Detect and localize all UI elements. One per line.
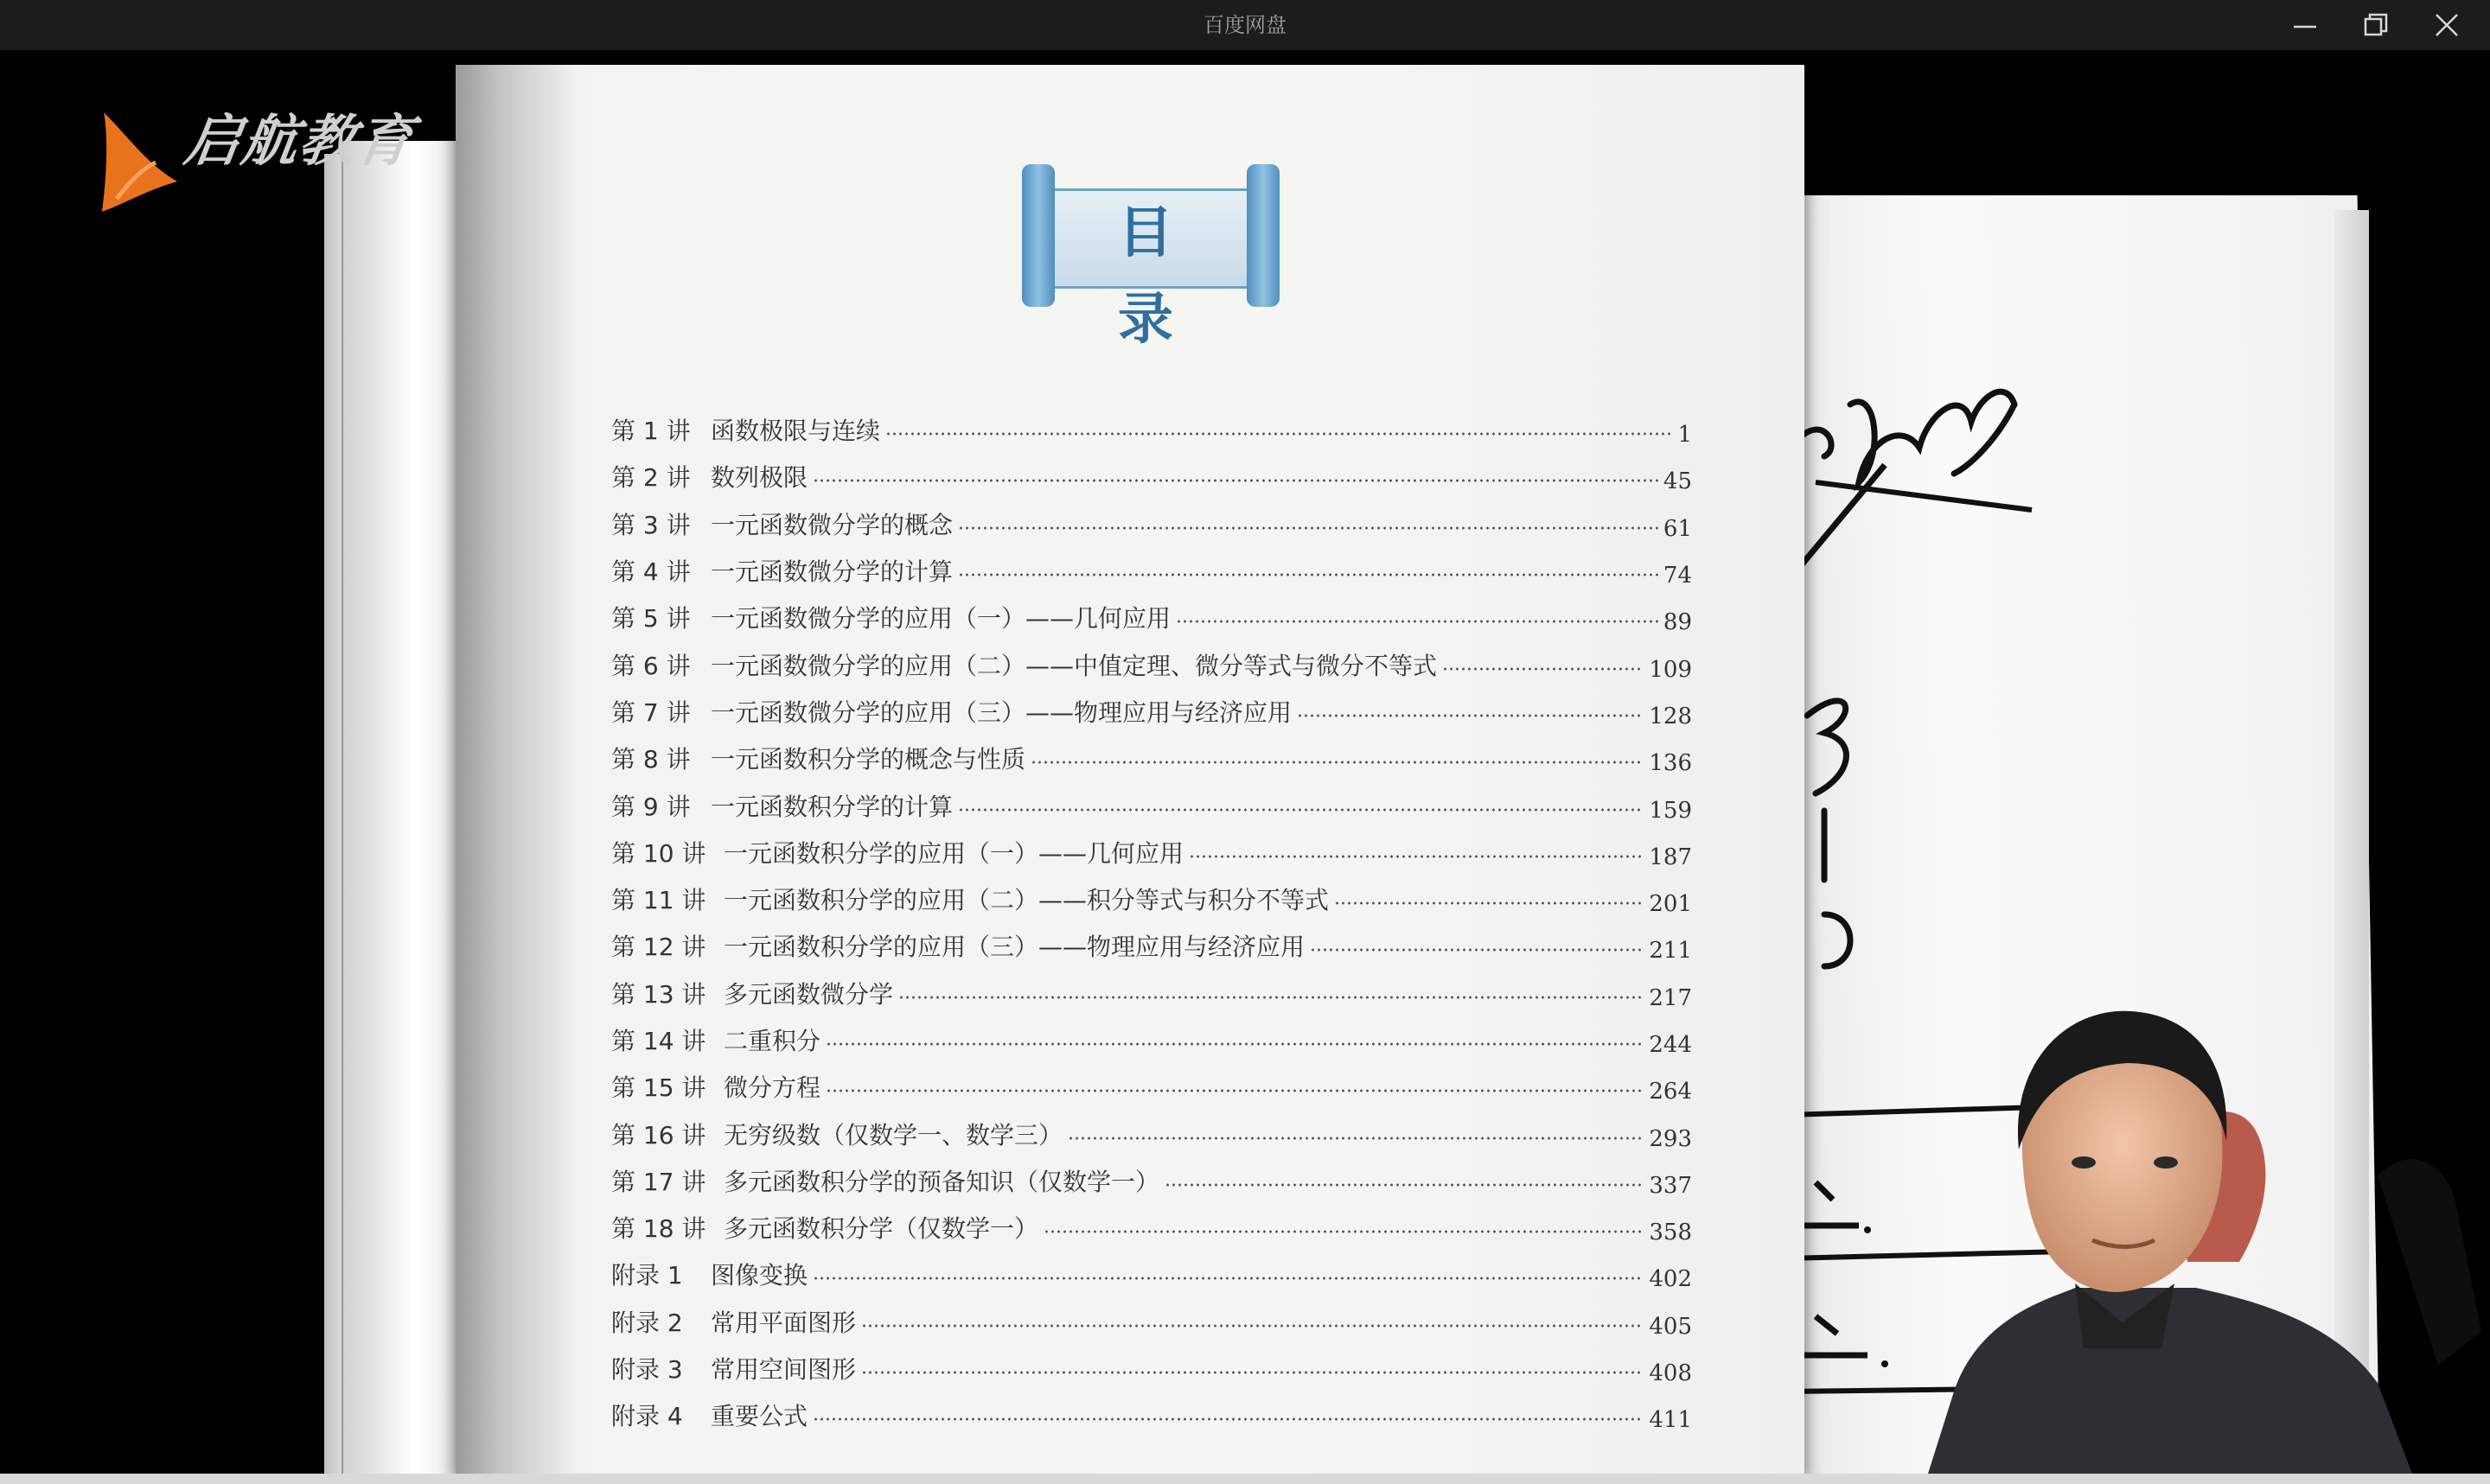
minimize-button[interactable] <box>2270 0 2340 50</box>
minimize-icon <box>2292 12 2318 38</box>
toc-entry-title: 重要公式 <box>711 1402 808 1431</box>
toc-entry-number: 附录 2 <box>611 1308 683 1337</box>
toc-entry-title: 一元函数积分学的概念与性质 <box>711 745 1026 774</box>
toc-entry-page: 217 <box>1649 984 1692 1011</box>
toc-entry <box>611 781 1692 828</box>
toc-entry-page: 136 <box>1649 750 1692 777</box>
toc-entry-page: 187 <box>1649 844 1692 870</box>
toc-entry <box>611 1063 1692 1110</box>
toc-entry-page: 264 <box>1649 1079 1692 1105</box>
scroll-rod-right <box>1247 164 1280 307</box>
window-title: 百度网盘 <box>1204 13 1286 37</box>
toc-entry-number: 第 10 讲 <box>611 838 706 868</box>
toc-entry-number: 第 18 讲 <box>611 1214 706 1244</box>
toc-entry-title: 多元函数微分学 <box>724 979 894 1009</box>
toc-leader-dots <box>958 808 1644 812</box>
toc-leader-dots <box>1176 620 1658 623</box>
toc-entry-page: 159 <box>1649 797 1692 824</box>
toc-entry-title: 一元函数微分学的计算 <box>711 557 954 587</box>
toc-leader-dots <box>1165 1183 1644 1187</box>
toc-leader-dots <box>958 526 1658 530</box>
toc-entry-page: 211 <box>1649 938 1692 965</box>
toc-entry-title: 一元函数微分学的应用（二）——中值定理、微分等式与微分不等式 <box>711 651 1438 680</box>
toc-leader-dots <box>813 479 1658 482</box>
toc-entry <box>611 453 1692 500</box>
toc-entry-title: 一元函数积分学的应用（三）——物理应用与经济应用 <box>724 933 1306 962</box>
toc-entry <box>611 876 1692 922</box>
toc-leader-dots <box>1297 714 1644 717</box>
toc-entry-number: 第 3 讲 <box>611 510 691 539</box>
table-of-contents <box>611 406 1692 1439</box>
toc-leader-dots <box>826 1089 1644 1092</box>
toc-entry-number: 第 17 讲 <box>611 1167 706 1196</box>
sail-logo-icon <box>95 61 190 216</box>
toc-entry-title: 数列极限 <box>711 463 808 493</box>
bottom-status-bar <box>0 1474 2490 1484</box>
toc-entry <box>611 406 1692 453</box>
toc-entry <box>611 640 1692 687</box>
restore-icon <box>2363 12 2389 38</box>
toc-leader-dots <box>1310 948 1644 952</box>
toc-leader-dots <box>885 432 1672 436</box>
toc-entry <box>611 922 1692 969</box>
toc-leader-dots <box>1334 901 1644 905</box>
toc-entry-page: 293 <box>1649 1125 1692 1152</box>
toc-entry-title: 多元函数积分学的预备知识（仅数学一） <box>724 1167 1160 1196</box>
toc-entry-number: 附录 1 <box>611 1261 683 1290</box>
toc-entry <box>611 1298 1692 1345</box>
toc-entry-title: 无穷级数（仅数学一、数学三） <box>724 1120 1063 1150</box>
toc-entry-number: 第 11 讲 <box>611 886 706 915</box>
toc-entry-number: 第 14 讲 <box>611 1027 706 1055</box>
toc-leader-dots <box>813 1277 1644 1280</box>
toc-leader-dots <box>813 1417 1644 1421</box>
toc-entry-title: 一元函数微分学的应用（一）——几何应用 <box>711 604 1172 634</box>
toc-entry-title: 常用空间图形 <box>711 1355 857 1385</box>
maximize-button[interactable] <box>2341 0 2410 50</box>
toc-leader-dots <box>1044 1230 1644 1233</box>
handwriting-marks <box>1790 309 2066 1001</box>
toc-entry <box>611 1251 1692 1297</box>
presenter-video <box>1928 1003 2490 1474</box>
toc-entry-title: 二重积分 <box>724 1027 821 1055</box>
toc-entry-page: 89 <box>1663 609 1692 636</box>
toc-entry-number: 第 8 讲 <box>611 745 691 774</box>
toc-entry-page: 201 <box>1649 891 1692 918</box>
toc-entry-title: 图像变换 <box>711 1261 808 1290</box>
toc-entry-title: 一元函数积分学的应用（一）——几何应用 <box>724 838 1184 868</box>
toc-leader-dots <box>861 1371 1644 1374</box>
toc-leader-dots <box>1068 1137 1644 1140</box>
toc-entry-page: 109 <box>1649 656 1692 683</box>
toc-leader-dots <box>861 1324 1644 1328</box>
toc-leader-dots <box>898 996 1644 999</box>
toc-leader-dots <box>1189 855 1644 858</box>
toc-heading: 目 录 <box>1118 201 1199 352</box>
toc-entry-title: 一元函数微分学的概念 <box>711 510 954 539</box>
toc-entry-page: 1 <box>1677 422 1692 449</box>
close-button[interactable] <box>2412 0 2481 50</box>
toc-entry <box>611 547 1692 594</box>
toc-entry-title: 多元函数积分学（仅数学一） <box>724 1214 1039 1244</box>
toc-entry <box>611 1016 1692 1063</box>
toc-entry-title: 一元函数积分学的应用（二）——积分等式与积分不等式 <box>724 886 1330 915</box>
close-icon <box>2434 12 2460 38</box>
toc-entry-page: 337 <box>1649 1172 1692 1199</box>
toc-leader-dots <box>1442 667 1644 671</box>
toc-entry-number: 第 9 讲 <box>611 792 691 821</box>
toc-header-scroll <box>1020 164 1288 352</box>
toc-entry-page: 358 <box>1649 1220 1692 1246</box>
toc-entry <box>611 1157 1692 1204</box>
toc-entry-number: 第 13 讲 <box>611 979 706 1009</box>
toc-leader-dots <box>1031 761 1644 764</box>
scroll-rod-left <box>1022 164 1055 307</box>
toc-entry-number: 附录 3 <box>611 1355 683 1385</box>
toc-entry-number: 第 4 讲 <box>611 557 691 587</box>
toc-entry-page: 405 <box>1649 1313 1692 1340</box>
window-titlebar <box>0 0 2490 50</box>
toc-entry-page: 74 <box>1663 563 1692 589</box>
brand-name: 启航教育 <box>180 110 418 174</box>
toc-entry <box>611 970 1692 1016</box>
toc-entry <box>611 594 1692 640</box>
toc-entry-number: 第 1 讲 <box>611 417 691 446</box>
toc-entry-number: 第 2 讲 <box>611 463 691 493</box>
toc-entry <box>611 829 1692 876</box>
toc-entry-title: 函数极限与连续 <box>711 417 881 446</box>
toc-entry-title: 微分方程 <box>724 1073 821 1103</box>
toc-entry-page: 61 <box>1663 515 1692 542</box>
toc-entry <box>611 1345 1692 1392</box>
toc-entry-number: 第 16 讲 <box>611 1120 706 1150</box>
toc-entry-page: 128 <box>1649 703 1692 729</box>
toc-leader-dots <box>958 573 1658 576</box>
toc-entry-number: 第 7 讲 <box>611 697 691 727</box>
toc-entry-page: 408 <box>1649 1360 1692 1387</box>
toc-entry <box>611 735 1692 781</box>
toc-leader-dots <box>826 1042 1644 1046</box>
toc-entry-page: 45 <box>1663 468 1692 495</box>
toc-entry <box>611 688 1692 735</box>
toc-entry-title: 一元函数微分学的应用（三）——物理应用与经济应用 <box>711 697 1293 727</box>
toc-entry <box>611 500 1692 547</box>
toc-entry-number: 附录 4 <box>611 1402 683 1431</box>
toc-entry-title: 一元函数积分学的计算 <box>711 792 954 821</box>
toc-entry-number: 第 15 讲 <box>611 1073 706 1103</box>
toc-entry <box>611 1110 1692 1156</box>
toc-entry-page: 411 <box>1649 1407 1692 1434</box>
toc-entry-number: 第 12 讲 <box>611 933 706 962</box>
toc-entry-number: 第 6 讲 <box>611 651 691 680</box>
toc-entry-page: 244 <box>1649 1032 1692 1058</box>
toc-entry-page: 402 <box>1649 1266 1692 1293</box>
toc-entry <box>611 1392 1692 1438</box>
toc-entry-title: 常用平面图形 <box>711 1308 857 1337</box>
toc-entry <box>611 1204 1692 1251</box>
toc-entry-number: 第 5 讲 <box>611 604 691 634</box>
